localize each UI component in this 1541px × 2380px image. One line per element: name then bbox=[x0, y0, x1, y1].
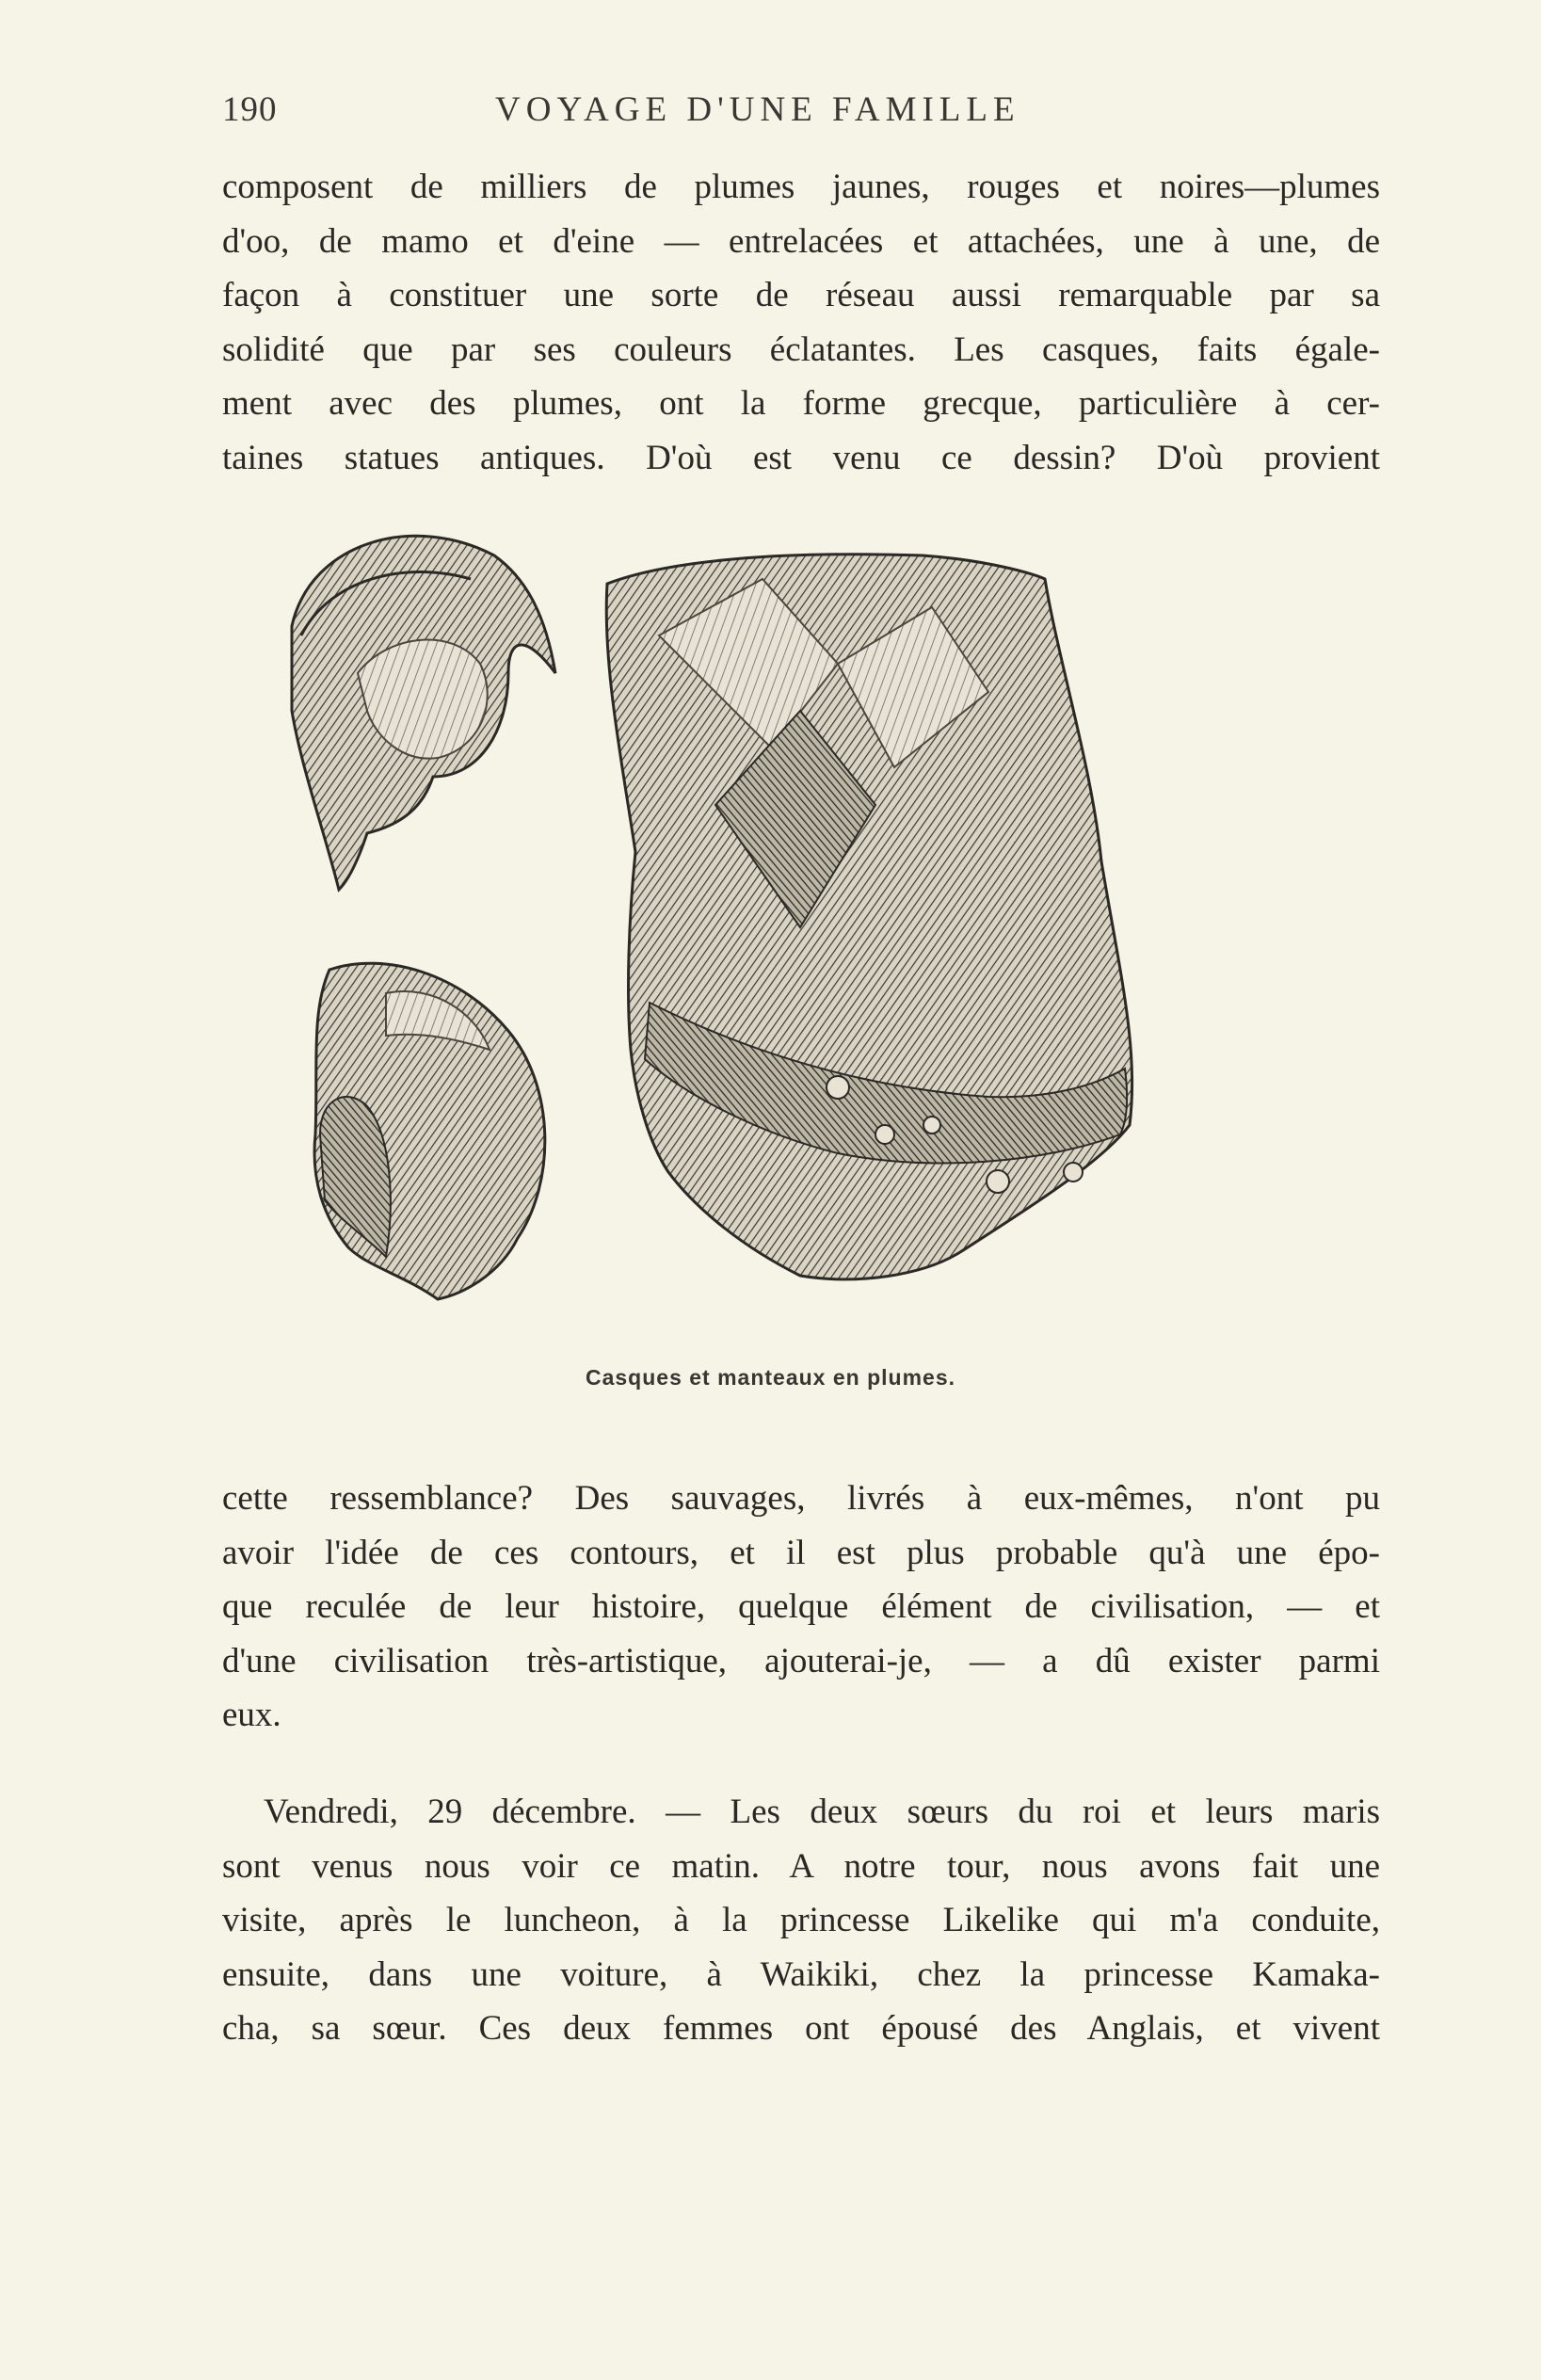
feather-helmets-and-cloak-engraving bbox=[273, 523, 1318, 1313]
text-line: d'oo, de mamo et d'eine — entrelacées et attachées, une à une, de bbox=[222, 221, 1380, 261]
page-number: 190 bbox=[222, 90, 278, 129]
helmet-bottom-drawing bbox=[314, 963, 545, 1299]
text-line: ment avec des plumes, ont la forme grecque, particulière à cer- bbox=[222, 384, 1380, 423]
paragraph-1 bbox=[222, 160, 1380, 485]
feather-cloak-drawing bbox=[606, 555, 1132, 1279]
text-line: d'une civilisation très-artistique, ajouterai-je, — a dû exister parmi bbox=[222, 1641, 1380, 1680]
text-line: ensuite, dans une voiture, à Waikiki, chez la princesse Kamaka- bbox=[222, 1954, 1380, 1994]
text-line: sont venus nous voir ce matin. A notre tour, nous avons fait une bbox=[222, 1846, 1380, 1886]
text-line: solidité que par ses couleurs éclatantes. Les casques, faits égale- bbox=[222, 330, 1380, 369]
text-line: visite, après le luncheon, à la princesse Likelike qui m'a conduite, bbox=[222, 1901, 1380, 1939]
text-line: façon à constituer une sorte de réseau aussi remarquable par sa bbox=[222, 276, 1380, 314]
figure-caption: Casques et manteaux en plumes. bbox=[585, 1365, 955, 1390]
page-header bbox=[222, 89, 1380, 137]
text-line: Vendredi, 29 décembre. — Les deux sœurs du roi et leurs maris bbox=[264, 1793, 1380, 1831]
engraving-illustration bbox=[273, 523, 1318, 1313]
text-line: cha, sa sœur. Ces deux femmes ont épousé des Anglais, et vivent bbox=[222, 2009, 1380, 2048]
text-line: cette ressemblance? Des sauvages, livrés à eux-mêmes, n'ont pu bbox=[222, 1479, 1380, 1518]
text-line: que reculée de leur histoire, quelque élément de civilisation, — et bbox=[222, 1587, 1380, 1626]
text-line: eux. bbox=[222, 1696, 281, 1734]
text-line: taines statues antiques. D'où est venu ce dessin? D'où provient bbox=[222, 438, 1380, 477]
text-line: composent de milliers de plumes jaunes, rouges et noires—plumes bbox=[222, 168, 1380, 206]
paragraph-3 bbox=[222, 1785, 1380, 2056]
paragraph-2 bbox=[222, 1471, 1380, 1743]
running-title: VOYAGE D'UNE FAMILLE bbox=[495, 90, 1020, 129]
text-line: avoir l'idée de ces contours, et il est plus probable qu'à une épo- bbox=[222, 1533, 1380, 1572]
helmet-top-drawing bbox=[292, 536, 555, 890]
